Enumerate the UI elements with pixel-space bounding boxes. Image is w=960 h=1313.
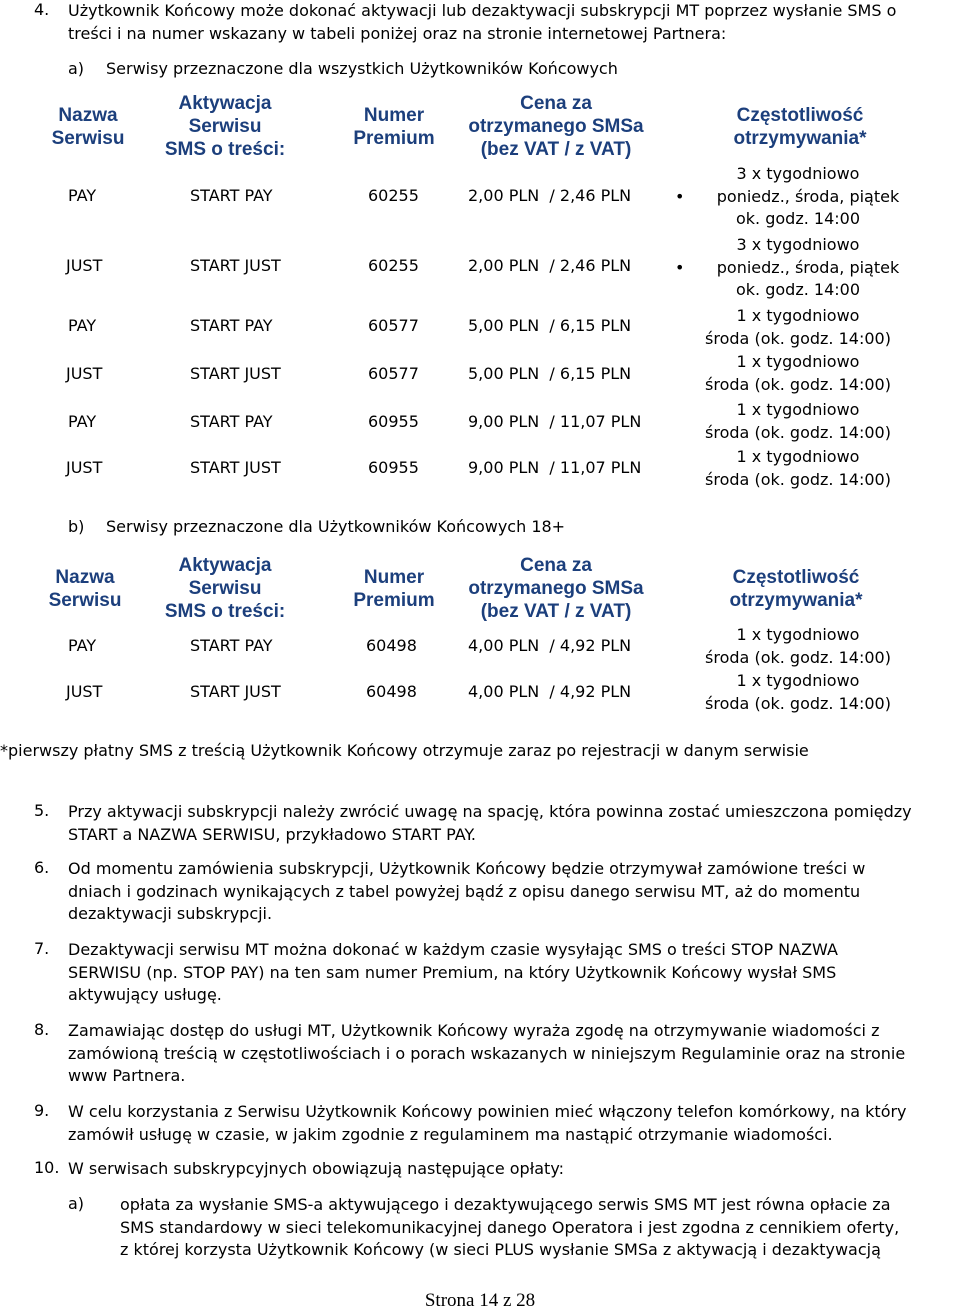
- text-line: Użytkownik Końcowy może dokonać aktywacji lub dezaktywacji subskrypcji MT poprzez wysłanie SMS o: [68, 1, 897, 20]
- cell-activation: START JUST: [190, 458, 281, 477]
- section-b-title: Serwisy przeznaczone dla Użytkowników Końcowych 18+: [106, 517, 566, 536]
- item-number: 8.: [34, 1020, 50, 1039]
- cell-price: 9,00 PLN / 11,07 PLN: [468, 458, 642, 477]
- section-a-title: Serwisy przeznaczone dla wszystkich Użytkowników Końcowych: [106, 59, 618, 78]
- cell-activation: START JUST: [190, 256, 281, 275]
- cell-frequency: 1 x tygodniowo środa (ok. godz. 14:00): [705, 306, 891, 348]
- cell-number: 60255: [368, 186, 419, 205]
- item-number: 10.: [34, 1158, 60, 1177]
- footnote: *pierwszy płatny SMS z treścią Użytkownik Końcowy otrzymuje zaraz po rejestracji w danym serwisie: [0, 741, 809, 760]
- cell-price: 5,00 PLN / 6,15 PLN: [468, 316, 632, 335]
- cell-frequency: 3 x tygodniowo • poniedz., środa, piątek ok. godz. 14:00: [678, 163, 918, 231]
- cell-price: 2,00 PLN / 2,46 PLN: [468, 256, 632, 275]
- item-number: 6.: [34, 858, 50, 877]
- cell-price: 4,00 PLN / 4,92 PLN: [468, 636, 632, 655]
- cell-number: 60255: [368, 256, 419, 275]
- cell-price: 2,00 PLN / 2,46 PLN: [468, 186, 632, 205]
- cell-number: 60498: [366, 636, 417, 655]
- cell-price: 4,00 PLN / 4,92 PLN: [468, 682, 632, 701]
- cell-activation: START PAY: [190, 316, 273, 335]
- item-number: 9.: [34, 1101, 50, 1120]
- item-number: 7.: [34, 939, 50, 958]
- cell-frequency: 3 x tygodniowo • poniedz., środa, piątek ok. godz. 14:00: [678, 234, 918, 302]
- cell-activation: START JUST: [190, 364, 281, 383]
- cell-number: 60577: [368, 316, 419, 335]
- header-frequency: Częstotliwość otrzymywania*: [733, 105, 867, 149]
- cell-frequency: 1 x tygodniowo środa (ok. godz. 14:00): [705, 400, 891, 442]
- cell-number: 60955: [368, 458, 419, 477]
- item-6-text: Od momentu zamówienia subskrypcji, Użytkownik Końcowy będzie otrzymywał zamówione treści w dniach i godzinach wynikających z tabel powyżej bądź z opisu danego serwisu MT, aż do momentu dezaktywacji subskrypcji.: [68, 859, 866, 923]
- item-10-text: W serwisach subskrypcyjnych obowiązują następujące opłaty:: [68, 1159, 565, 1178]
- cell-frequency: 1 x tygodniowo środa (ok. godz. 14:00): [705, 447, 891, 489]
- header-name: Nazwa Serwisu: [51, 105, 125, 149]
- cell-price: 5,00 PLN / 6,15 PLN: [468, 364, 632, 383]
- item-8-text: Zamawiając dostęp do usługi MT, Użytkownik Końcowy wyraża zgodę na otrzymywanie wiadomości z zamówioną treścią w częstotliwościach i o porach wskazanych w niniejszym Regulaminie oraz na stronie www Partnera.: [68, 1021, 906, 1085]
- item-9-text: W celu korzystania z Serwisu Użytkownik Końcowy powinien mieć włączony telefon komórkowy, na który zamówił usługę w czasie, w jakim zgodnie z regulaminem ma nastąpić otrzymanie wiadomości.: [68, 1102, 907, 1144]
- item-number: 4.: [34, 0, 50, 19]
- item-number: 5.: [34, 801, 50, 820]
- item-10a-text: opłata za wysłanie SMS-a aktywującego i dezaktywującego serwis SMS MT jest równa opłacie za SMS standardowy w sieci telekomunikacyjnej danego Operatora i jest zgodna z cennikiem oferty, z której korzysta Użytkownik Końcowy (w sieci PLUS wysłanie SMSa z aktywacją i dezaktywacją: [120, 1195, 900, 1259]
- cell-number: 60498: [366, 682, 417, 701]
- cell-activation: START PAY: [190, 186, 273, 205]
- header-activation: Aktywacja Serwisu SMS o treści:: [164, 555, 286, 622]
- cell-name: PAY: [68, 412, 97, 431]
- cell-activation: START PAY: [190, 412, 273, 431]
- cell-price: 9,00 PLN / 11,07 PLN: [468, 412, 642, 431]
- text-line: treści i na numer wskazany w tabeli poniżej oraz na stronie internetowej Partnera:: [68, 23, 727, 43]
- cell-name: PAY: [68, 636, 97, 655]
- section-b-label: b): [68, 517, 85, 536]
- cell-number: 60955: [368, 412, 419, 431]
- header-name: Nazwa Serwisu: [48, 567, 122, 611]
- item-10a-label: a): [68, 1194, 85, 1213]
- cell-activation: START JUST: [190, 682, 281, 701]
- header-price: Cena za otrzymanego SMSa (bez VAT / z VAT): [468, 555, 644, 622]
- cell-frequency: 1 x tygodniowo środa (ok. godz. 14:00): [705, 671, 891, 713]
- cell-name: JUST: [66, 256, 103, 275]
- header-activation: Aktywacja Serwisu SMS o treści:: [164, 93, 286, 160]
- item-5-text: Przy aktywacji subskrypcji należy zwrócić uwagę na spację, która powinna zostać umieszczona pomiędzy START a NAZWA SERWISU, przykładowo START PAY.: [68, 802, 912, 844]
- cell-frequency: 1 x tygodniowo środa (ok. godz. 14:00): [705, 352, 891, 394]
- cell-frequency: 1 x tygodniowo środa (ok. godz. 14:00): [705, 625, 891, 667]
- section-a-label: a): [68, 59, 85, 78]
- cell-name: PAY: [68, 186, 97, 205]
- header-number: Numer Premium: [353, 567, 435, 611]
- page-number: Strona 14 z 28: [424, 1290, 536, 1311]
- cell-name: JUST: [66, 364, 103, 383]
- header-number: Numer Premium: [353, 105, 435, 149]
- cell-number: 60577: [368, 364, 419, 383]
- header-price: Cena za otrzymanego SMSa (bez VAT / z VAT): [468, 93, 644, 160]
- cell-name: JUST: [66, 682, 103, 701]
- item-4-text: [68, 0, 952, 45]
- cell-activation: START PAY: [190, 636, 273, 655]
- cell-name: PAY: [68, 316, 97, 335]
- item-7-text: Dezaktywacji serwisu MT można dokonać w każdym czasie wysyłając SMS o treści STOP NAZWA SERWISU (np. STOP PAY) na ten sam numer Premium, na który Użytkownik Końcowy wysłał SMS aktywujący usługę.: [68, 940, 838, 1004]
- cell-name: JUST: [66, 458, 103, 477]
- header-frequency: Częstotliwość otrzymywania*: [729, 567, 863, 611]
